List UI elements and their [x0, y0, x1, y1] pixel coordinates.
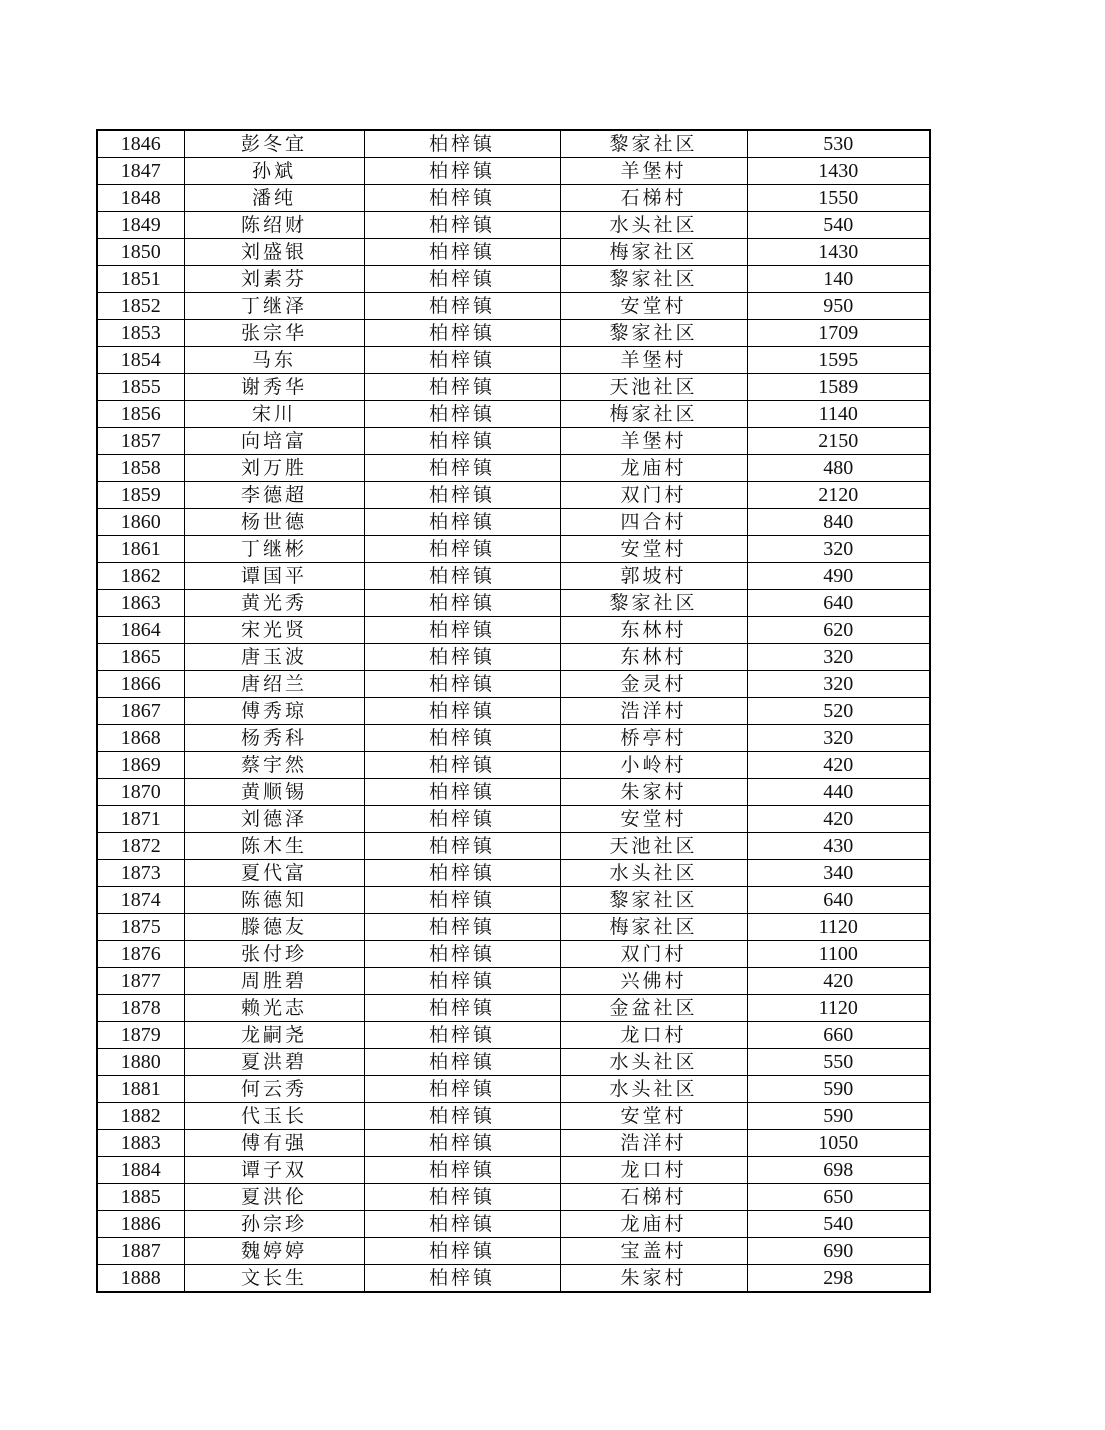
table-row: [97, 320, 930, 347]
cell-name: 夏洪碧: [184, 1049, 364, 1076]
cell-amount: 520: [747, 698, 930, 725]
cell-index: 1875: [97, 914, 184, 941]
cell-village: 安堂村: [560, 293, 747, 320]
cell-amount: 420: [747, 752, 930, 779]
cell-index: 1852: [97, 293, 184, 320]
cell-name: 彭冬宜: [184, 130, 364, 158]
table-row: [97, 1130, 930, 1157]
cell-index: 1849: [97, 212, 184, 239]
cell-index: 1865: [97, 644, 184, 671]
cell-village: 小岭村: [560, 752, 747, 779]
table-row: [97, 428, 930, 455]
cell-index: 1886: [97, 1211, 184, 1238]
table-row: [97, 1076, 930, 1103]
cell-amount: 430: [747, 833, 930, 860]
cell-village: 龙口村: [560, 1022, 747, 1049]
cell-name: 刘素芬: [184, 266, 364, 293]
table-row: [97, 671, 930, 698]
cell-amount: 1120: [747, 914, 930, 941]
cell-name: 龙嗣尧: [184, 1022, 364, 1049]
cell-index: 1880: [97, 1049, 184, 1076]
cell-index: 1864: [97, 617, 184, 644]
cell-index: 1867: [97, 698, 184, 725]
table-row: [97, 725, 930, 752]
cell-town: 柏梓镇: [364, 1157, 560, 1184]
cell-name: 夏洪伦: [184, 1184, 364, 1211]
cell-town: 柏梓镇: [364, 347, 560, 374]
cell-village: 黎家社区: [560, 887, 747, 914]
cell-town: 柏梓镇: [364, 293, 560, 320]
cell-index: 1883: [97, 1130, 184, 1157]
cell-village: 羊堡村: [560, 428, 747, 455]
cell-town: 柏梓镇: [364, 617, 560, 644]
cell-town: 柏梓镇: [364, 1211, 560, 1238]
cell-amount: 1430: [747, 239, 930, 266]
table-row: [97, 293, 930, 320]
cell-amount: 1120: [747, 995, 930, 1022]
cell-amount: 840: [747, 509, 930, 536]
cell-index: 1872: [97, 833, 184, 860]
cell-amount: 530: [747, 130, 930, 158]
cell-town: 柏梓镇: [364, 887, 560, 914]
cell-town: 柏梓镇: [364, 671, 560, 698]
cell-index: 1878: [97, 995, 184, 1022]
cell-amount: 1709: [747, 320, 930, 347]
table-row: [97, 266, 930, 293]
cell-town: 柏梓镇: [364, 374, 560, 401]
cell-index: 1850: [97, 239, 184, 266]
cell-index: 1868: [97, 725, 184, 752]
cell-name: 赖光志: [184, 995, 364, 1022]
table-row: [97, 130, 930, 158]
cell-amount: 2150: [747, 428, 930, 455]
cell-village: 石梯村: [560, 1184, 747, 1211]
cell-village: 天池社区: [560, 374, 747, 401]
cell-amount: 320: [747, 536, 930, 563]
cell-village: 郭坡村: [560, 563, 747, 590]
table-row: [97, 590, 930, 617]
cell-index: 1870: [97, 779, 184, 806]
table-row: [97, 698, 930, 725]
cell-amount: 1050: [747, 1130, 930, 1157]
table-row: [97, 158, 930, 185]
cell-name: 丁继泽: [184, 293, 364, 320]
table-row: [97, 941, 930, 968]
cell-amount: 1430: [747, 158, 930, 185]
table-row: [97, 995, 930, 1022]
cell-index: 1847: [97, 158, 184, 185]
cell-amount: 640: [747, 590, 930, 617]
cell-name: 滕德友: [184, 914, 364, 941]
cell-name: 刘德泽: [184, 806, 364, 833]
cell-town: 柏梓镇: [364, 1130, 560, 1157]
cell-village: 安堂村: [560, 1103, 747, 1130]
cell-town: 柏梓镇: [364, 995, 560, 1022]
cell-amount: 660: [747, 1022, 930, 1049]
cell-town: 柏梓镇: [364, 401, 560, 428]
cell-amount: 420: [747, 968, 930, 995]
table-row: [97, 509, 930, 536]
cell-town: 柏梓镇: [364, 644, 560, 671]
table-row: [97, 1184, 930, 1211]
cell-index: 1846: [97, 130, 184, 158]
cell-name: 张宗华: [184, 320, 364, 347]
cell-town: 柏梓镇: [364, 455, 560, 482]
cell-name: 陈木生: [184, 833, 364, 860]
table-row: [97, 833, 930, 860]
cell-index: 1887: [97, 1238, 184, 1265]
cell-village: 安堂村: [560, 536, 747, 563]
cell-village: 双门村: [560, 941, 747, 968]
cell-index: 1859: [97, 482, 184, 509]
cell-village: 水头社区: [560, 1076, 747, 1103]
cell-amount: 550: [747, 1049, 930, 1076]
table-row: [97, 1049, 930, 1076]
cell-name: 刘万胜: [184, 455, 364, 482]
cell-village: 石梯村: [560, 185, 747, 212]
table-row: [97, 1211, 930, 1238]
cell-village: 黎家社区: [560, 590, 747, 617]
cell-town: 柏梓镇: [364, 860, 560, 887]
cell-index: 1876: [97, 941, 184, 968]
cell-amount: 1140: [747, 401, 930, 428]
table-row: [97, 1103, 930, 1130]
cell-town: 柏梓镇: [364, 185, 560, 212]
table-row: [97, 536, 930, 563]
cell-index: 1877: [97, 968, 184, 995]
cell-town: 柏梓镇: [364, 158, 560, 185]
cell-amount: 340: [747, 860, 930, 887]
cell-name: 唐玉波: [184, 644, 364, 671]
cell-name: 蔡宇然: [184, 752, 364, 779]
cell-village: 金灵村: [560, 671, 747, 698]
cell-name: 宋光贤: [184, 617, 364, 644]
table-body: [97, 130, 930, 1292]
cell-village: 水头社区: [560, 212, 747, 239]
cell-amount: 480: [747, 455, 930, 482]
cell-name: 孙宗珍: [184, 1211, 364, 1238]
table-row: [97, 482, 930, 509]
cell-town: 柏梓镇: [364, 536, 560, 563]
cell-amount: 320: [747, 671, 930, 698]
cell-name: 丁继彬: [184, 536, 364, 563]
cell-village: 羊堡村: [560, 347, 747, 374]
cell-amount: 540: [747, 1211, 930, 1238]
cell-town: 柏梓镇: [364, 725, 560, 752]
cell-index: 1871: [97, 806, 184, 833]
cell-amount: 1589: [747, 374, 930, 401]
data-table: [96, 129, 931, 1293]
cell-index: 1861: [97, 536, 184, 563]
cell-village: 安堂村: [560, 806, 747, 833]
cell-name: 傅有强: [184, 1130, 364, 1157]
cell-name: 杨秀科: [184, 725, 364, 752]
cell-amount: 2120: [747, 482, 930, 509]
cell-name: 魏婷婷: [184, 1238, 364, 1265]
cell-amount: 1100: [747, 941, 930, 968]
table-row: [97, 617, 930, 644]
cell-village: 羊堡村: [560, 158, 747, 185]
table-row: [97, 563, 930, 590]
cell-amount: 320: [747, 725, 930, 752]
table-row: [97, 185, 930, 212]
cell-index: 1869: [97, 752, 184, 779]
cell-name: 杨世德: [184, 509, 364, 536]
cell-town: 柏梓镇: [364, 1103, 560, 1130]
table-row: [97, 887, 930, 914]
cell-town: 柏梓镇: [364, 428, 560, 455]
table-row: [97, 374, 930, 401]
cell-village: 龙口村: [560, 1157, 747, 1184]
cell-amount: 698: [747, 1157, 930, 1184]
cell-town: 柏梓镇: [364, 1076, 560, 1103]
cell-index: 1860: [97, 509, 184, 536]
cell-village: 东林村: [560, 617, 747, 644]
cell-village: 水头社区: [560, 860, 747, 887]
cell-index: 1884: [97, 1157, 184, 1184]
cell-village: 东林村: [560, 644, 747, 671]
cell-index: 1848: [97, 185, 184, 212]
cell-village: 梅家社区: [560, 401, 747, 428]
cell-name: 孙斌: [184, 158, 364, 185]
table-row: [97, 455, 930, 482]
cell-village: 四合村: [560, 509, 747, 536]
cell-town: 柏梓镇: [364, 1238, 560, 1265]
table-row: [97, 1022, 930, 1049]
cell-village: 黎家社区: [560, 266, 747, 293]
cell-amount: 590: [747, 1076, 930, 1103]
cell-index: 1874: [97, 887, 184, 914]
cell-town: 柏梓镇: [364, 239, 560, 266]
cell-name: 李德超: [184, 482, 364, 509]
cell-amount: 440: [747, 779, 930, 806]
cell-index: 1879: [97, 1022, 184, 1049]
cell-amount: 540: [747, 212, 930, 239]
cell-amount: 140: [747, 266, 930, 293]
cell-town: 柏梓镇: [364, 1022, 560, 1049]
cell-index: 1854: [97, 347, 184, 374]
cell-name: 唐绍兰: [184, 671, 364, 698]
cell-name: 向培富: [184, 428, 364, 455]
cell-name: 谢秀华: [184, 374, 364, 401]
cell-amount: 590: [747, 1103, 930, 1130]
cell-amount: 1595: [747, 347, 930, 374]
cell-town: 柏梓镇: [364, 833, 560, 860]
cell-village: 浩洋村: [560, 698, 747, 725]
cell-amount: 490: [747, 563, 930, 590]
cell-name: 周胜碧: [184, 968, 364, 995]
cell-amount: 320: [747, 644, 930, 671]
cell-town: 柏梓镇: [364, 698, 560, 725]
cell-name: 夏代富: [184, 860, 364, 887]
cell-village: 黎家社区: [560, 130, 747, 158]
cell-village: 朱家村: [560, 779, 747, 806]
table-row: [97, 779, 930, 806]
cell-name: 陈德知: [184, 887, 364, 914]
table-row: [97, 1238, 930, 1265]
cell-town: 柏梓镇: [364, 590, 560, 617]
cell-index: 1856: [97, 401, 184, 428]
cell-amount: 1550: [747, 185, 930, 212]
cell-index: 1881: [97, 1076, 184, 1103]
cell-village: 水头社区: [560, 1049, 747, 1076]
table-row: [97, 806, 930, 833]
table-row: [97, 752, 930, 779]
cell-town: 柏梓镇: [364, 266, 560, 293]
table-row: [97, 239, 930, 266]
cell-village: 金盆社区: [560, 995, 747, 1022]
cell-village: 龙庙村: [560, 1211, 747, 1238]
table-row: [97, 860, 930, 887]
cell-town: 柏梓镇: [364, 968, 560, 995]
cell-amount: 650: [747, 1184, 930, 1211]
cell-village: 双门村: [560, 482, 747, 509]
cell-name: 张付珍: [184, 941, 364, 968]
cell-amount: 620: [747, 617, 930, 644]
cell-name: 代玉长: [184, 1103, 364, 1130]
cell-town: 柏梓镇: [364, 1049, 560, 1076]
cell-town: 柏梓镇: [364, 779, 560, 806]
cell-village: 黎家社区: [560, 320, 747, 347]
cell-index: 1888: [97, 1265, 184, 1293]
cell-village: 桥亭村: [560, 725, 747, 752]
cell-index: 1866: [97, 671, 184, 698]
cell-name: 黄光秀: [184, 590, 364, 617]
cell-name: 陈绍财: [184, 212, 364, 239]
cell-village: 兴佛村: [560, 968, 747, 995]
cell-index: 1873: [97, 860, 184, 887]
cell-village: 朱家村: [560, 1265, 747, 1293]
table-row: [97, 212, 930, 239]
cell-name: 何云秀: [184, 1076, 364, 1103]
cell-village: 梅家社区: [560, 239, 747, 266]
cell-name: 黄顺锡: [184, 779, 364, 806]
cell-name: 刘盛银: [184, 239, 364, 266]
cell-name: 谭子双: [184, 1157, 364, 1184]
table-row: [97, 401, 930, 428]
cell-index: 1851: [97, 266, 184, 293]
cell-town: 柏梓镇: [364, 806, 560, 833]
table-row: [97, 347, 930, 374]
cell-index: 1885: [97, 1184, 184, 1211]
cell-index: 1863: [97, 590, 184, 617]
cell-town: 柏梓镇: [364, 563, 560, 590]
cell-town: 柏梓镇: [364, 1265, 560, 1293]
cell-index: 1882: [97, 1103, 184, 1130]
table-row: [97, 644, 930, 671]
cell-amount: 420: [747, 806, 930, 833]
cell-town: 柏梓镇: [364, 509, 560, 536]
cell-name: 马东: [184, 347, 364, 374]
cell-name: 潘纯: [184, 185, 364, 212]
cell-village: 天池社区: [560, 833, 747, 860]
cell-village: 宝盖村: [560, 1238, 747, 1265]
cell-town: 柏梓镇: [364, 914, 560, 941]
cell-index: 1855: [97, 374, 184, 401]
cell-name: 文长生: [184, 1265, 364, 1293]
table-row: [97, 914, 930, 941]
cell-village: 龙庙村: [560, 455, 747, 482]
cell-index: 1862: [97, 563, 184, 590]
cell-town: 柏梓镇: [364, 482, 560, 509]
cell-name: 宋川: [184, 401, 364, 428]
cell-index: 1858: [97, 455, 184, 482]
cell-name: 谭国平: [184, 563, 364, 590]
cell-amount: 690: [747, 1238, 930, 1265]
cell-village: 梅家社区: [560, 914, 747, 941]
cell-town: 柏梓镇: [364, 212, 560, 239]
cell-town: 柏梓镇: [364, 1184, 560, 1211]
cell-amount: 640: [747, 887, 930, 914]
cell-name: 傅秀琼: [184, 698, 364, 725]
table-row: [97, 968, 930, 995]
cell-index: 1853: [97, 320, 184, 347]
cell-index: 1857: [97, 428, 184, 455]
cell-town: 柏梓镇: [364, 320, 560, 347]
cell-town: 柏梓镇: [364, 752, 560, 779]
cell-amount: 950: [747, 293, 930, 320]
cell-town: 柏梓镇: [364, 130, 560, 158]
cell-amount: 298: [747, 1265, 930, 1293]
table-row: [97, 1265, 930, 1293]
table-row: [97, 1157, 930, 1184]
cell-village: 浩洋村: [560, 1130, 747, 1157]
cell-town: 柏梓镇: [364, 941, 560, 968]
